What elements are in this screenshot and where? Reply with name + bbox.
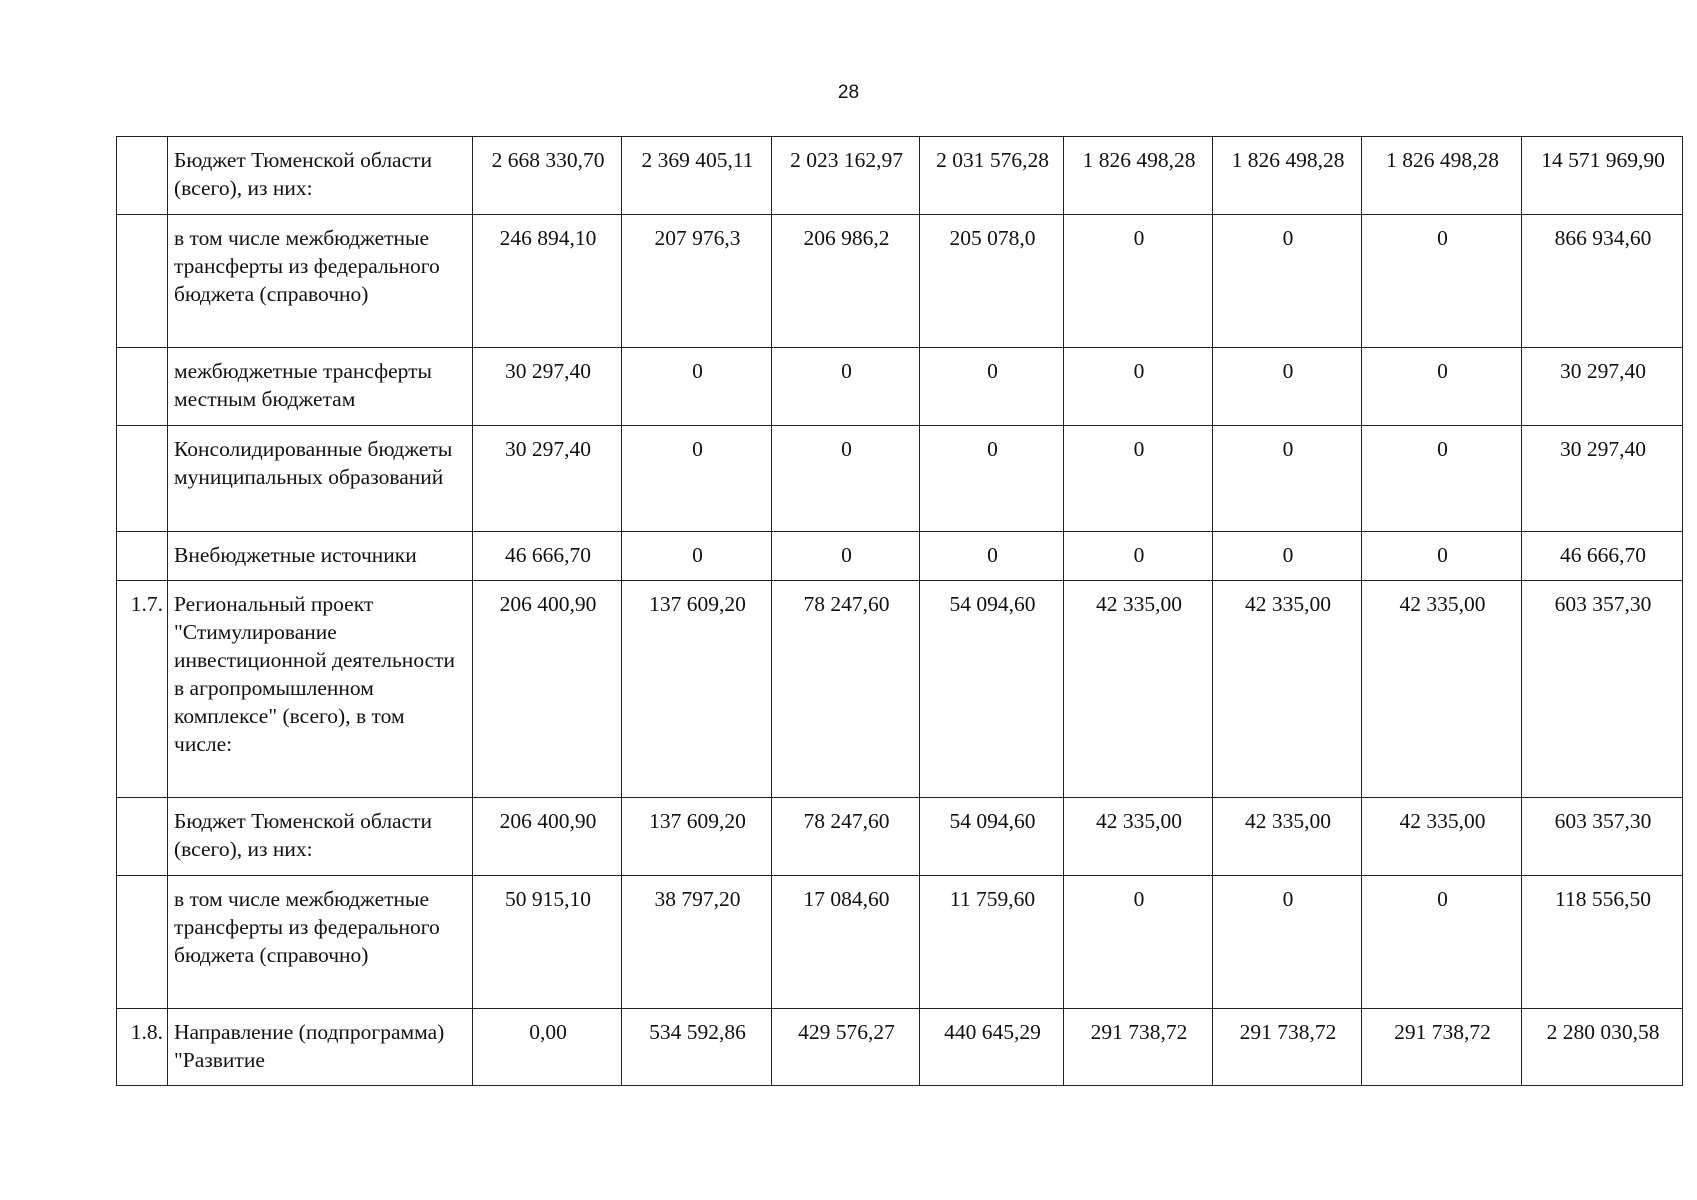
total-value-cell: 118 556,50	[1522, 876, 1683, 1009]
value-cell: 0	[1213, 348, 1362, 426]
value-cell: 2 031 576,28	[920, 137, 1064, 215]
value-cell: 0	[772, 426, 920, 532]
total-value-cell: 30 297,40	[1522, 348, 1683, 426]
value-cell: 206 986,2	[772, 215, 920, 348]
table-row	[117, 1009, 1683, 1086]
value-cell: 0	[622, 426, 772, 532]
total-value-cell: 866 934,60	[1522, 215, 1683, 348]
row-number-cell	[117, 426, 168, 532]
row-label-cell: Консолидированные бюджеты муниципальных образований	[168, 426, 473, 532]
value-cell: 0	[1362, 215, 1522, 348]
value-cell: 291 738,72	[1213, 1009, 1362, 1086]
row-number-cell: 1.7.	[117, 581, 168, 798]
value-cell: 206 400,90	[473, 798, 622, 876]
value-cell: 0	[1064, 348, 1213, 426]
table-row	[117, 426, 1683, 532]
value-cell: 440 645,29	[920, 1009, 1064, 1086]
value-cell: 246 894,10	[473, 215, 622, 348]
value-cell: 30 297,40	[473, 426, 622, 532]
value-cell: 137 609,20	[622, 798, 772, 876]
value-cell: 534 592,86	[622, 1009, 772, 1086]
value-cell: 42 335,00	[1362, 798, 1522, 876]
value-cell: 137 609,20	[622, 581, 772, 798]
value-cell: 42 335,00	[1213, 581, 1362, 798]
row-label-cell: Бюджет Тюменской области (всего), из них:	[168, 798, 473, 876]
value-cell: 0	[920, 532, 1064, 581]
total-value-cell: 46 666,70	[1522, 532, 1683, 581]
table-row	[117, 532, 1683, 581]
value-cell: 0	[1213, 532, 1362, 581]
budget-table	[116, 136, 1683, 1086]
value-cell: 2 369 405,11	[622, 137, 772, 215]
row-number-cell: 1.8.	[117, 1009, 168, 1086]
row-label-cell: Региональный проект "Стимулирование инвестиционной деятельности в агропромышленном комплексе" (всего), в том числе:	[168, 581, 473, 798]
value-cell: 42 335,00	[1362, 581, 1522, 798]
value-cell: 54 094,60	[920, 581, 1064, 798]
value-cell: 0	[1362, 426, 1522, 532]
value-cell: 0	[622, 532, 772, 581]
value-cell: 1 826 498,28	[1064, 137, 1213, 215]
row-label-cell: Направление (подпрограмма) "Развитие	[168, 1009, 473, 1086]
value-cell: 2 023 162,97	[772, 137, 920, 215]
value-cell: 17 084,60	[772, 876, 920, 1009]
value-cell: 0	[1064, 532, 1213, 581]
value-cell: 0	[920, 348, 1064, 426]
row-label-cell: в том числе межбюджетные трансферты из федерального бюджета (справочно)	[168, 876, 473, 1009]
value-cell: 0	[1213, 426, 1362, 532]
value-cell: 50 915,10	[473, 876, 622, 1009]
table-body	[117, 137, 1683, 1086]
value-cell: 206 400,90	[473, 581, 622, 798]
value-cell: 30 297,40	[473, 348, 622, 426]
table-row	[117, 348, 1683, 426]
value-cell: 0	[772, 348, 920, 426]
table-row	[117, 581, 1683, 798]
value-cell: 11 759,60	[920, 876, 1064, 1009]
value-cell: 1 826 498,28	[1362, 137, 1522, 215]
value-cell: 0	[1362, 876, 1522, 1009]
page-number: 28	[837, 82, 860, 103]
value-cell: 78 247,60	[772, 798, 920, 876]
total-value-cell: 30 297,40	[1522, 426, 1683, 532]
row-label-cell: межбюджетные трансферты местным бюджетам	[168, 348, 473, 426]
row-number-cell	[117, 876, 168, 1009]
value-cell: 0	[1213, 215, 1362, 348]
value-cell: 0	[1064, 426, 1213, 532]
value-cell: 291 738,72	[1362, 1009, 1522, 1086]
value-cell: 2 668 330,70	[473, 137, 622, 215]
value-cell: 46 666,70	[473, 532, 622, 581]
row-number-cell	[117, 532, 168, 581]
row-number-cell	[117, 137, 168, 215]
value-cell: 0	[1362, 532, 1522, 581]
value-cell: 0	[772, 532, 920, 581]
row-number-cell	[117, 215, 168, 348]
row-label-cell: Бюджет Тюменской области (всего), из них:	[168, 137, 473, 215]
total-value-cell: 2 280 030,58	[1522, 1009, 1683, 1086]
value-cell: 1 826 498,28	[1213, 137, 1362, 215]
row-label-cell: Внебюджетные источники	[168, 532, 473, 581]
value-cell: 42 335,00	[1064, 798, 1213, 876]
table-row	[117, 876, 1683, 1009]
value-cell: 0	[1064, 215, 1213, 348]
row-number-cell	[117, 348, 168, 426]
value-cell: 42 335,00	[1064, 581, 1213, 798]
row-number-cell	[117, 798, 168, 876]
total-value-cell: 14 571 969,90	[1522, 137, 1683, 215]
table-row	[117, 215, 1683, 348]
value-cell: 291 738,72	[1064, 1009, 1213, 1086]
row-label-cell: в том числе межбюджетные трансферты из федерального бюджета (справочно)	[168, 215, 473, 348]
value-cell: 42 335,00	[1213, 798, 1362, 876]
table-row	[117, 137, 1683, 215]
value-cell: 0	[1362, 348, 1522, 426]
value-cell: 0	[1064, 876, 1213, 1009]
total-value-cell: 603 357,30	[1522, 798, 1683, 876]
value-cell: 207 976,3	[622, 215, 772, 348]
table-row	[117, 798, 1683, 876]
value-cell: 205 078,0	[920, 215, 1064, 348]
value-cell: 0	[1213, 876, 1362, 1009]
value-cell: 0	[622, 348, 772, 426]
value-cell: 54 094,60	[920, 798, 1064, 876]
value-cell: 38 797,20	[622, 876, 772, 1009]
total-value-cell: 603 357,30	[1522, 581, 1683, 798]
value-cell: 429 576,27	[772, 1009, 920, 1086]
value-cell: 78 247,60	[772, 581, 920, 798]
value-cell: 0,00	[473, 1009, 622, 1086]
value-cell: 0	[920, 426, 1064, 532]
